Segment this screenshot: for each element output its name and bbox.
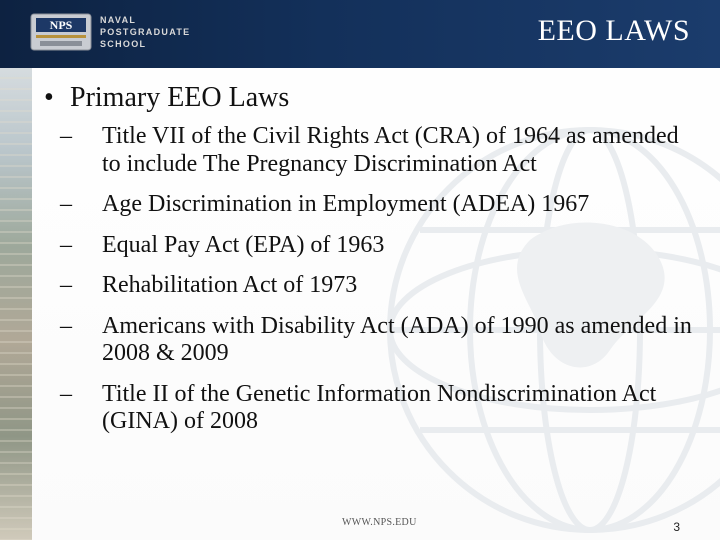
slide-number: 3 (673, 520, 680, 534)
list-item (44, 191, 694, 219)
list-item-text: Rehabilitation Act of 1973 (102, 272, 358, 298)
list-item-text: Age Discrimination in Employment (ADEA) 1967 (102, 191, 590, 217)
list-item (44, 272, 694, 300)
list-item (44, 313, 694, 368)
law-list (44, 123, 694, 436)
school-name-line: NAVAL (100, 15, 137, 25)
dash-mark: – (60, 272, 72, 298)
school-name-line: POSTGRADUATE (100, 27, 191, 37)
list-item (44, 381, 694, 436)
campus-photo-strip (0, 68, 32, 540)
list-item-text: Title II of the Genetic Information Nondiscrimination Act (GINA) of 2008 (102, 380, 657, 434)
header-band (0, 0, 720, 68)
list-item (44, 123, 694, 178)
school-name (100, 14, 190, 50)
dash-mark: – (60, 312, 72, 339)
list-item-text: Americans with Disability Act (ADA) of 1990 as amended in 2008 & 2009 (102, 312, 692, 366)
list-item (44, 232, 694, 260)
logo-text: NPS (49, 18, 73, 32)
content (44, 82, 694, 449)
primary-bullet-text: Primary EEO Laws (70, 82, 290, 113)
dash-mark: – (60, 123, 72, 149)
school-name-line: SCHOOL (100, 39, 147, 49)
list-item-text: Equal Pay Act (EPA) of 1963 (102, 231, 385, 258)
dash-mark: – (60, 380, 72, 407)
nps-seal-icon (30, 12, 92, 52)
slide-title: EEO LAWS (537, 14, 690, 47)
footer-url[interactable]: WWW.NPS.EDU (342, 517, 417, 528)
bullet-mark: • (44, 82, 54, 113)
dash-mark: – (60, 231, 72, 258)
list-item-text: Title VII of the Civil Rights Act (CRA) of 1964 as amended to include The Pregnancy Discrimination Act (102, 123, 679, 177)
dash-mark: – (60, 191, 72, 217)
primary-bullet (44, 82, 694, 114)
